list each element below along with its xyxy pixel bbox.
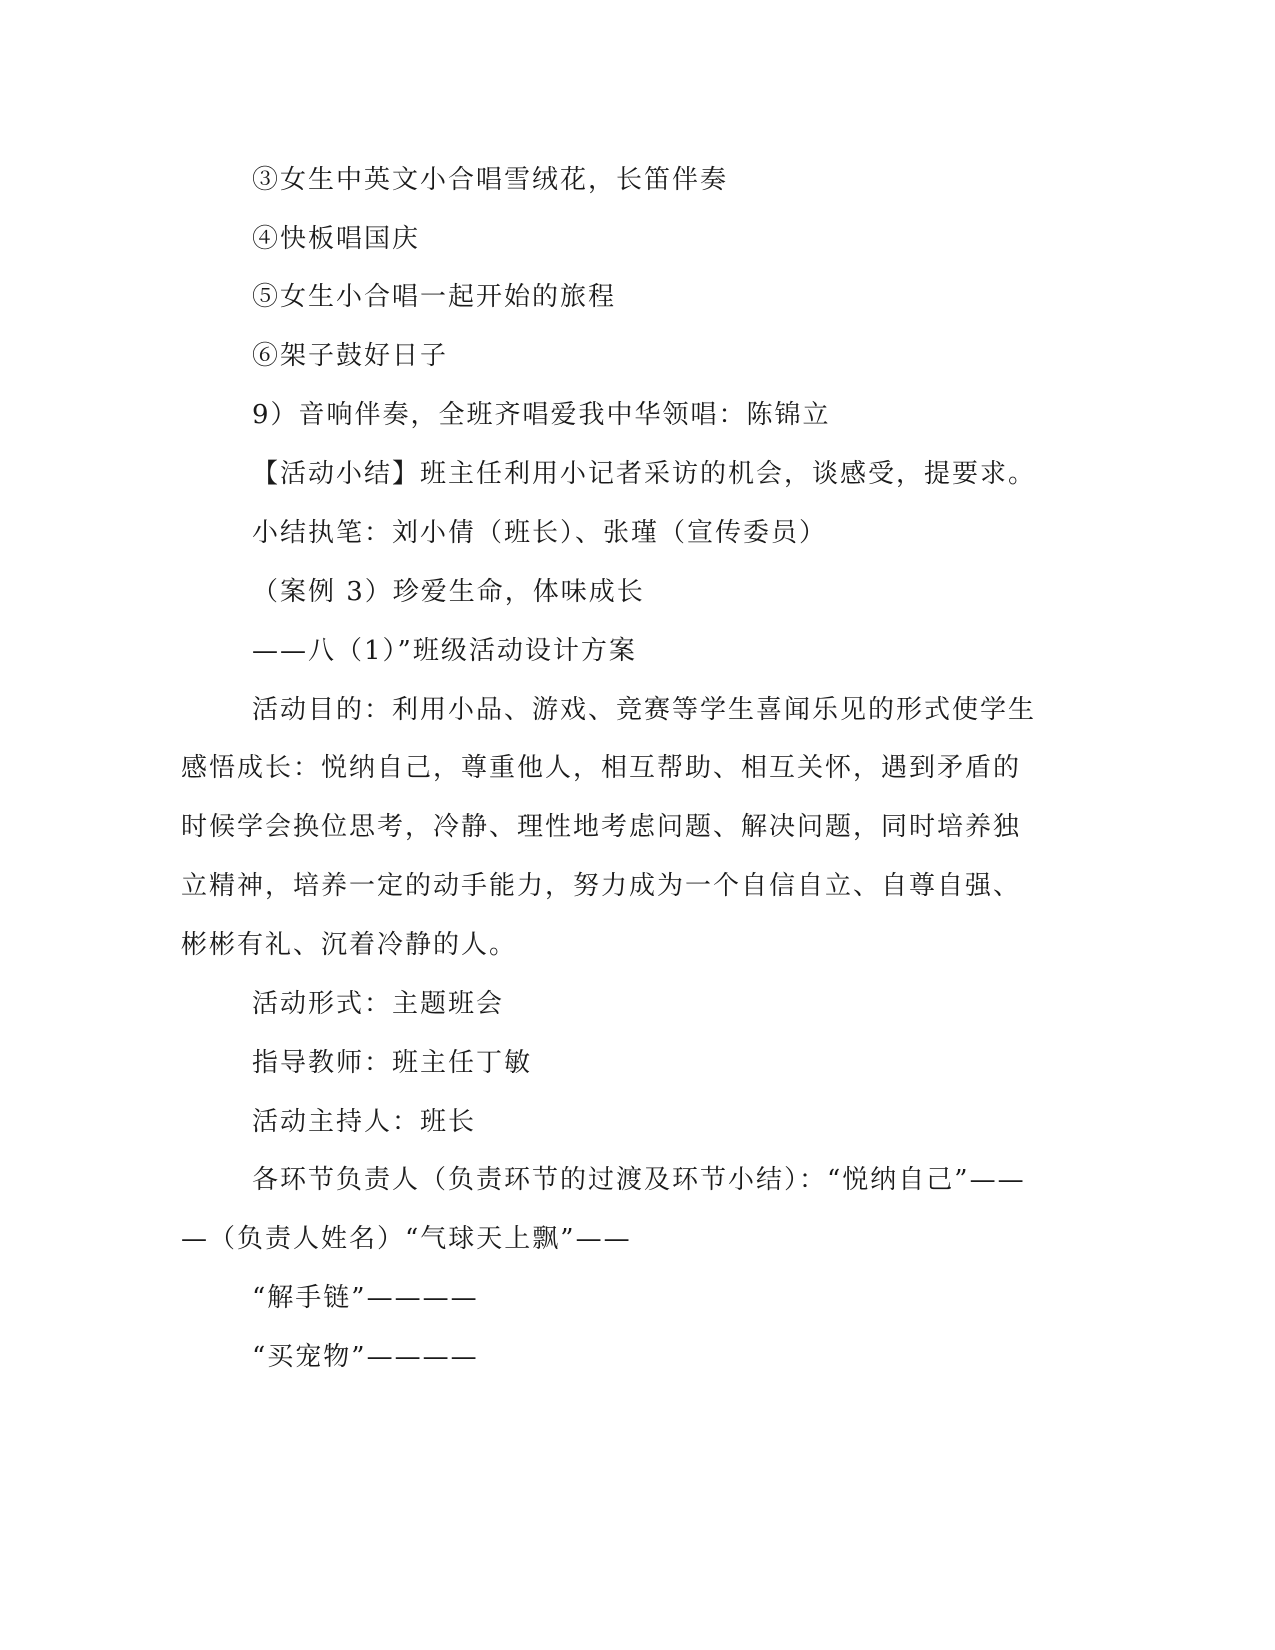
purpose-line-5: 彬彬有礼、沉着冷静的人。 (181, 930, 518, 960)
purpose-line-2: 感悟成长：悦纳自己，尊重他人，相互帮助、相互关怀，遇到矛盾的 (181, 753, 1022, 783)
segment-leaders-line-1: 各环节负责人（负责环节的过渡及环节小结）：“悦纳自己”—— (252, 1165, 1026, 1195)
activity-summary: 【活动小结】班主任利用小记者采访的机会，谈感受，提要求。 (252, 459, 1037, 489)
program-item-3: ③女生中英文小合唱雪绒花，长笛伴奏 (252, 165, 729, 195)
purpose-line-4: 立精神，培养一定的动手能力，努力成为一个自信自立、自尊自强、 (181, 871, 1022, 901)
segment-buy-pet: “买宠物”———— (252, 1342, 479, 1372)
case-title: （案例 3）珍爱生命，体味成长 (252, 577, 645, 607)
segment-leaders-line-2: —（负责人姓名）“气球天上飘”—— (181, 1224, 632, 1254)
host: 活动主持人：班长 (252, 1107, 477, 1137)
purpose-line-1: 活动目的：利用小品、游戏、竞赛等学生喜闻乐见的形式使学生 (252, 695, 1037, 725)
summary-authors: 小结执笔：刘小倩（班长）、张瑾（宣传委员） (252, 518, 828, 548)
purpose-line-3: 时候学会换位思考，冷静、理性地考虑问题、解决问题，同时培养独 (181, 812, 1022, 842)
program-item-6: ⑥架子鼓好日子 (252, 341, 449, 371)
program-item-5: ⑤女生小合唱一起开始的旅程 (252, 282, 617, 312)
instructor: 指导教师：班主任丁敏 (252, 1048, 533, 1078)
segment-untangle: “解手链”———— (252, 1283, 479, 1313)
program-item-4: ④快板唱国庆 (252, 224, 421, 254)
activity-form: 活动形式：主题班会 (252, 989, 505, 1019)
case-subtitle: ——八（1）”班级活动设计方案 (252, 636, 637, 666)
program-item-9: 9）音响伴奏，全班齐唱爱我中华领唱：陈锦立 (252, 400, 831, 430)
